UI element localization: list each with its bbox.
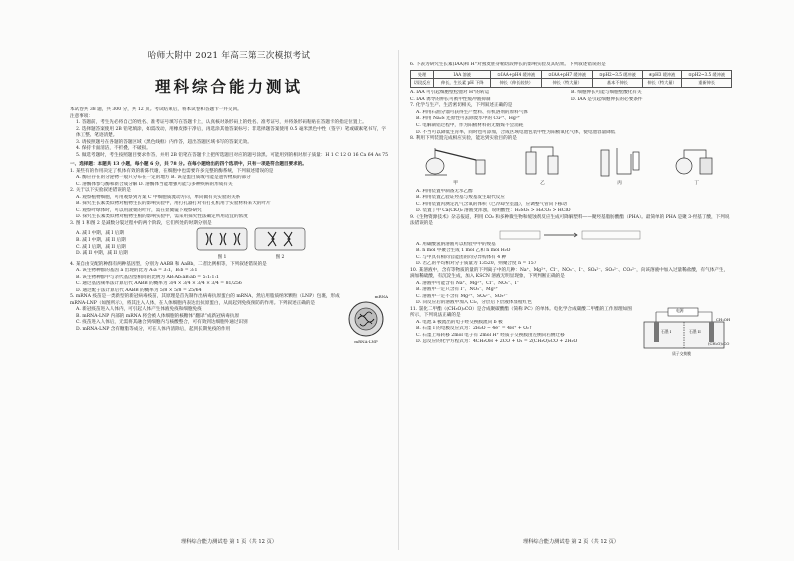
school-name: 哈师大附中 2021 年高三第三次模拟考试 bbox=[147, 51, 311, 61]
exam-title: 理科综合能力测试 bbox=[154, 77, 303, 97]
question-6: 6. 下表为研究生长素(IAA)和 H⁺对燕麦胚芽鞘切段伸长的影响实验及其结果。下列叙述错误的是 bbox=[410, 62, 606, 67]
apparatus-b bbox=[518, 144, 568, 188]
option-line: D. 向反应后的溶液中加入 Cl₂，分层后下层液体显橙红色 bbox=[416, 300, 532, 306]
option-line: D. 总反应的化学方程式为：4CH₃OH + 2CO + O₂ = 2(CH₃O)₂CO + 2H₂O bbox=[416, 339, 578, 345]
apparatus-a bbox=[421, 144, 491, 188]
table-row bbox=[411, 70, 732, 79]
table-cell: ⑤pH2~3.5 缓冲液 bbox=[682, 70, 732, 79]
page-1 bbox=[70, 50, 388, 550]
table-cell: 切段反应 bbox=[411, 79, 434, 88]
q6-table bbox=[410, 70, 732, 89]
option-line: D. mRNA-LNP 含有糖脂等成分，可在人体内清除后，起到长期免疫的作用 bbox=[76, 326, 231, 332]
option-line: C. 溶酶体参与酶和新合成分解 D. 溶酶体当能增强可能与多种疾病的形成有关 bbox=[76, 181, 233, 187]
option-line: B. mRNA-LNP 内部的 mRNA 将会被人体细胞的核糖体“翻译”成新冠病毒抗原 bbox=[76, 313, 240, 319]
fig1-label: 图 1 bbox=[217, 255, 227, 260]
electrode-left-label: 石墨 I bbox=[661, 328, 672, 334]
option-line: A. IAA 可引起细胞壁松弛对 H⁺的转运 bbox=[410, 90, 490, 96]
note-item: 3. 请按照题号在各题的答题区域（黑色线框）内作答，超出答题区域书写的答案无效。 bbox=[76, 139, 252, 145]
meiosis-figure-2 bbox=[254, 227, 306, 261]
option-line: B. 减 I 中期，减 II 后期 bbox=[76, 237, 126, 243]
option-line: C. 观察叶绿体时，可以用菠菜的叶片，需在显微镜下观察研究 bbox=[76, 207, 202, 213]
option-line: D. 若乙的平均相对分子质量为 13520，则聚合度 n = 157 bbox=[416, 261, 537, 267]
option-line: B. 细胞伸长可能与细胞壁酸化有关 bbox=[571, 90, 642, 96]
option-line: C. IAA 诱导的伸长可被中性缓冲液抑制 bbox=[410, 96, 491, 102]
electrode-right-label: 石墨 II bbox=[689, 328, 701, 334]
table-cell: 伸长（特大量） bbox=[542, 79, 593, 88]
note-item: 1. 答题前，考生先必将自己的姓名、准考证号填写在答题卡上，认真核对条形码上的姓名、准考证号，并将条形码粘贴在答题卡的指定位置上。 bbox=[76, 120, 367, 126]
apparatus-d bbox=[672, 144, 722, 188]
fig2-label: 图 2 bbox=[275, 255, 285, 260]
power-label: 电源 bbox=[676, 307, 684, 313]
option-line: B. 该生物种群中与亲代基因型相同的比例为 AB:Ab:aB:ab = 5:1:1:1 bbox=[76, 274, 219, 280]
option-line: D. IAA 是引起细胞伸长的必要条件 bbox=[571, 96, 643, 102]
page-footer: 理科综合能力测试卷 第 1 页（共 12 页） bbox=[181, 538, 277, 545]
option-line: C. 利用装置丙测定乳气含氧的体积（已冷却至室温），应调整气管向下移动 bbox=[416, 201, 567, 207]
option-line: A. 新冠疫苗进入人体内，可引起人体产生体液免疫和细胞免疫 bbox=[76, 307, 202, 313]
option-line: C. 石墨上每转移 2mol 电子有 2mol H⁺ 经质子交换膜由左侧向右侧迁移 bbox=[416, 332, 565, 338]
apparatus-label: 乙 bbox=[540, 181, 545, 187]
option-line: C. 电解制铝过程中，作为阳极材料的无烟煤不会消耗 bbox=[416, 123, 524, 128]
option-line: B. 利用 Na₂S 还原性可去除废水中的 Cu²⁺、Hg²⁺ bbox=[416, 116, 521, 122]
option-line: C. 疫苗进入人体后，无需将其融合到细胞内与核酸整合，可有效到达细胞外通过识别 bbox=[76, 320, 248, 326]
q8-apparatus bbox=[410, 144, 732, 188]
option-line: D. 探究生长素类似物对植物生根的影响实验中，需采用探究性法确定所用适宜的浓度 bbox=[76, 214, 248, 220]
option-line: A. 利用石油分馏可获得生产塑料、有机溶剂的原料气体 bbox=[416, 109, 528, 115]
note-item: 2. 选择题答案使用 2B 铅笔填涂，如需改动，用橡皮擦干净后，再选涂其他答案标号；非选择题答案使用 0.5 毫米黑色中性（签字）笔或碳素笔书写，字体工整、笔迹清楚。 bbox=[76, 126, 387, 139]
option-line: D. 不当可以降低生育率，同时也可添加，合成区域电池包装中性为阳极氧化气体，使电池容量降低 bbox=[416, 129, 616, 135]
note-item: 4. 保持卡面清洁，不折叠，不破损。 bbox=[76, 146, 151, 152]
product-label: (CH₃O)₂CO bbox=[708, 340, 730, 346]
intro: 本试卷共 38 题，共 300 分，共 12 页。考试结束后，将本试卷和答题卡一并交回。 bbox=[70, 107, 242, 113]
option-line: D. 减 II 中期，减 II 后期 bbox=[76, 251, 128, 257]
question-9: 9.《生物资源技术》杂志报道，利用 CO₂ 和多种微生物和缓蚀剂反应生成可降解塑料——聚羟基脂肪酸酯（PHA）。最简单的 PHA 是聚 3-羟基丁酸，下列说法错误的是 bbox=[410, 214, 730, 227]
membrane-label: 质子交换膜 bbox=[672, 350, 691, 356]
apparatus-label: 丙 bbox=[617, 181, 622, 187]
option-line: A. 利用装置甲制备无水乙醇 bbox=[416, 188, 473, 194]
option-line: C. 与甲具有相同官能团的同分异构体有 4 种 bbox=[416, 254, 507, 260]
option-line: B. 石墨 I 的电极反应式为：2H₂O − 4e⁻ = 4H⁺ + O₂↑ bbox=[416, 326, 533, 332]
table-cell: ①IAA+pH4 缓冲液 bbox=[491, 70, 542, 79]
question-2: 2. 关于以下实验叙述错误的是 bbox=[70, 188, 131, 194]
option-line: A. 酶应存在的分泌物一般只分布在一定的地方 B. 该是蛋白质或可能是遗传物质的部分 bbox=[76, 175, 251, 181]
question-3: 3. 图 1 和图 2 是减数分裂过程中的两个阶段，它们所处的时期分别是 bbox=[70, 220, 212, 226]
table-cell: 处理 bbox=[411, 70, 434, 79]
note-item: 5. 做选考题时，考生按照题目要求作答，并用 2B 铅笔在答题卡上把所选题目对应的题号涂黑。可能用到的相对原子质量：H 1 C 12 O 16 Ca 64 As 75 bbox=[76, 152, 388, 158]
option-line: A. 观察植物细胞，可用观察到方案 C 中细胞质流动方向，单向做有关实验的关系 bbox=[76, 194, 241, 200]
page-2 bbox=[410, 62, 732, 550]
option-line: C. 溶液中一定不含有 Mg²⁺、SO₄²⁻、SO₃²⁻ bbox=[416, 293, 508, 299]
option-line: B. 利用装置乙验证羟基与羧基发生取代反应 bbox=[416, 195, 505, 201]
table-cell: IAA 溶液 bbox=[434, 70, 491, 79]
electrolysis-figure bbox=[636, 307, 732, 356]
option-line: B. n mol 甲聚合生成 1 mol 乙和 n mol H₂O bbox=[416, 248, 511, 254]
option-line: D. 通过配子法计算后代 AABB 的概率为 5/8 × 5/8 = 25/64 bbox=[76, 287, 202, 293]
meiosis-figure-1 bbox=[196, 227, 248, 261]
table-row bbox=[411, 79, 732, 88]
table-cell: 基本不伸长 bbox=[593, 79, 643, 88]
option-line: B. 探究生长素类似物对植物生长的影响实验中，用打孔器打对有打孔机用于实验材料来大的叶片 bbox=[76, 201, 271, 207]
table-cell: 重新伸长 bbox=[682, 79, 732, 88]
option-line: B. 溶液中一定只含有 I⁻、NO₃⁻、Mg²⁺ bbox=[416, 287, 498, 293]
mrna-label: mRNA bbox=[374, 294, 388, 300]
question-11: 11. 氯化二甲酯（(CH₃O)₂CO）是合成聚碳酸酯（简称 PC）的单体。电化学合成碳酸二甲酯的工作原理如图所示，下列说法正确的是 bbox=[410, 306, 632, 319]
table-cell: ③pH2~3.5 缓冲液 bbox=[593, 70, 643, 79]
mrna-lnp-figure bbox=[344, 294, 388, 345]
q9-reaction bbox=[410, 228, 732, 242]
table-cell: 伸长，生长素 pH 下降 bbox=[434, 79, 491, 88]
question-5: 5. mRNA 疫苗是一类新型的新冠病毒疫苗，其原理是首先制作出病毒抗原蛋白的 mRNA，然后用脂质纳米颗粒（LNP）包裹，形成 mRNA-LNP（如图所示），将其注入人体，在人体细胞内表达出抗原蛋白，从而起到免疫预防的作用。下列叙述正确的是 bbox=[70, 294, 340, 306]
q3-row bbox=[70, 227, 388, 261]
notes-heading: 注意事项： bbox=[70, 113, 93, 119]
q6-options bbox=[410, 90, 732, 103]
question-7: 7. 化学与生产、生活密切相关，下列叙述正确的是 bbox=[410, 103, 513, 109]
page-footer: 理科综合能力测试卷 第 2 页（共 12 页） bbox=[523, 538, 619, 545]
question-8: 8. 利用下列装置完成相应实验，能达到实验目的的是 bbox=[410, 136, 517, 142]
table-cell: ④pH3 缓冲液 bbox=[642, 70, 682, 79]
option-line: A. 该生物种群的基因 a 出现的比为 A:a = 3:1，B:b = 3:1 bbox=[76, 268, 198, 274]
option-line: A. 溶液中可能含有 Na⁺、Mg²⁺、Cl⁻、NO₃⁻、I⁻ bbox=[416, 280, 520, 286]
product-label: CH₃OH bbox=[716, 316, 731, 322]
table-cell: 伸长（伸长较快） bbox=[491, 79, 542, 88]
question-10: 10. 某溶液中，含有等物质的量的下列离子中的几种：Na⁺、Mg²⁺、Cl⁻、NO₃⁻、I⁻、SO₄²⁻、SO₃²⁻、CO₃²⁻，向该溶液中加入过量稀盐酸，有气体产生，滴加稀硫酸，有沉淀生成，加入 KSCN 溶液无明显现象，下列判断正确的是 bbox=[410, 267, 729, 280]
mrna-lnp-label: mRNA-LNP bbox=[354, 339, 378, 345]
apparatus-label: 丁 bbox=[694, 181, 699, 187]
question-4: 4. 某自由交配的种群有两种基因型，分别为 AABB 和 AaBb，二者比例相等，下列叙述错误的是 bbox=[70, 261, 267, 267]
section-title: 一、选择题：本题共 13 小题，每小题 6 分，共 78 分。在每小题给出的四个选项中，只有一项是符合题目要求的。 bbox=[70, 162, 307, 168]
apparatus-c bbox=[595, 144, 645, 188]
option-line: D. 装置丁中 Ca(ClO)₂ 溶液变浑浊，说明酸性：H₂SO₃ > H₂CO₃ > HClO bbox=[416, 208, 571, 214]
option-line: C. 通过基因频率法计算后代 AABB 的概率为 3/4 × 3/4 × 3/4 × 3/4 = 81/256 bbox=[76, 281, 242, 287]
apparatus-label: 甲 bbox=[453, 181, 458, 187]
table-cell: 伸长（特大量） bbox=[642, 79, 682, 88]
page-divider bbox=[398, 50, 399, 550]
table-cell: ②IAA+pH7 缓冲液 bbox=[542, 70, 593, 79]
option-line: A. 减 I 中期，减 I 后期 bbox=[76, 231, 124, 237]
option-line: C. 减 I 后期，减 II 后期 bbox=[76, 244, 126, 250]
question-1: 1. 某些有的作用决定了机体有效的新陈代谢，在细胞中也需要许多完整的酶系统，下列叙述错误的是 bbox=[70, 168, 274, 174]
option-line: A. 用碳酸氢钠溶液可以检验甲中的羧基 bbox=[416, 241, 496, 247]
option-line: A. 电池 a 极流出的电子经交换膜流向 b 极 bbox=[416, 319, 503, 325]
